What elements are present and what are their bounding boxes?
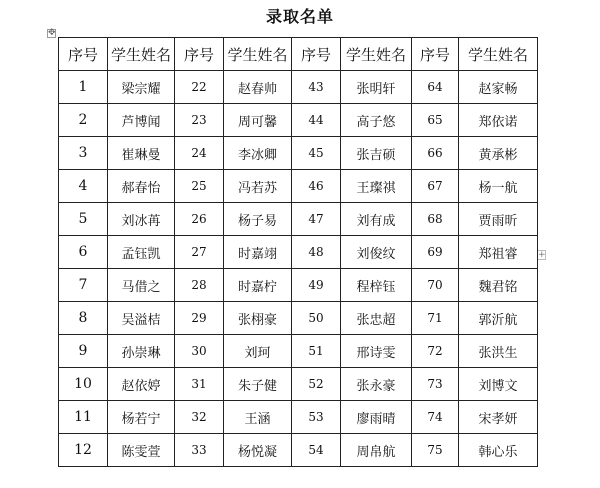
serial-number-cell: 65 [412,104,459,137]
serial-number-cell: 64 [412,71,459,104]
student-name-cell: 杨一航 [459,170,538,203]
serial-number-cell: 71 [412,302,459,335]
serial-number-cell: 25 [175,170,224,203]
serial-number-cell: 9 [59,335,108,368]
serial-number-cell: 70 [412,269,459,302]
table-row [59,401,538,434]
serial-number-cell: 68 [412,203,459,236]
student-name-cell: 廖雨晴 [341,401,412,434]
serial-number-cell: 3 [59,137,108,170]
serial-number-cell: 32 [175,401,224,434]
serial-number-cell: 1 [59,71,108,104]
header-cell: 学生姓名 [341,38,412,71]
student-name-cell: 贾雨昕 [459,203,538,236]
serial-number-cell: 44 [292,104,341,137]
serial-number-cell: 75 [412,434,459,467]
student-name-cell: 杨子易 [224,203,292,236]
header-cell: 学生姓名 [459,38,538,71]
table-row [59,170,538,203]
student-name-cell: 张忠超 [341,302,412,335]
serial-number-cell: 24 [175,137,224,170]
serial-number-cell: 72 [412,335,459,368]
table-row [59,368,538,401]
serial-number-cell: 31 [175,368,224,401]
student-name-cell: 高子悠 [341,104,412,137]
student-name-cell: 崔琳曼 [108,137,175,170]
serial-number-cell: 52 [292,368,341,401]
student-name-cell: 王涵 [224,401,292,434]
student-name-cell: 时嘉柠 [224,269,292,302]
student-name-cell: 杨悦凝 [224,434,292,467]
serial-number-cell: 29 [175,302,224,335]
serial-number-cell: 45 [292,137,341,170]
student-name-cell: 冯若苏 [224,170,292,203]
serial-number-cell: 73 [412,368,459,401]
student-name-cell: 刘博文 [459,368,538,401]
serial-number-cell: 66 [412,137,459,170]
table-row [59,71,538,104]
serial-number-cell: 74 [412,401,459,434]
header-cell: 序号 [175,38,224,71]
student-name-cell: 陈雯萱 [108,434,175,467]
student-name-cell: 孙崇琳 [108,335,175,368]
header-cell: 序号 [59,38,108,71]
header-row [59,38,538,71]
student-name-cell: 赵春帅 [224,71,292,104]
table-row [59,236,538,269]
table-move-handle-icon[interactable]: ✥ [48,28,56,38]
table-row [59,137,538,170]
add-column-handle-icon[interactable]: + [538,250,546,260]
admission-table [58,37,538,467]
student-name-cell: 郑祖睿 [459,236,538,269]
header-cell: 学生姓名 [108,38,175,71]
student-name-cell: 芦博闻 [108,104,175,137]
table-row [59,203,538,236]
serial-number-cell: 8 [59,302,108,335]
serial-number-cell: 11 [59,401,108,434]
table-row [59,434,538,467]
serial-number-cell: 23 [175,104,224,137]
serial-number-cell: 33 [175,434,224,467]
serial-number-cell: 30 [175,335,224,368]
student-name-cell: 程梓钰 [341,269,412,302]
student-name-cell: 刘珂 [224,335,292,368]
student-name-cell: 时嘉翊 [224,236,292,269]
student-name-cell: 郑依诺 [459,104,538,137]
student-name-cell: 刘俊纹 [341,236,412,269]
serial-number-cell: 51 [292,335,341,368]
student-name-cell: 邢诗雯 [341,335,412,368]
serial-number-cell: 46 [292,170,341,203]
student-name-cell: 梁宗耀 [108,71,175,104]
student-name-cell: 王璨祺 [341,170,412,203]
student-name-cell: 刘有成 [341,203,412,236]
header-cell: 序号 [412,38,459,71]
student-name-cell: 张吉硕 [341,137,412,170]
student-name-cell: 赵家畅 [459,71,538,104]
serial-number-cell: 2 [59,104,108,137]
student-name-cell: 张明轩 [341,71,412,104]
serial-number-cell: 47 [292,203,341,236]
student-name-cell: 周可馨 [224,104,292,137]
student-name-cell: 李冰卿 [224,137,292,170]
serial-number-cell: 12 [59,434,108,467]
serial-number-cell: 69 [412,236,459,269]
serial-number-cell: 6 [59,236,108,269]
student-name-cell: 张栩豪 [224,302,292,335]
student-name-cell: 孟钰凯 [108,236,175,269]
document-title: 录取名单 [265,7,334,26]
serial-number-cell: 10 [59,368,108,401]
student-name-cell: 张洪生 [459,335,538,368]
serial-number-cell: 48 [292,236,341,269]
serial-number-cell: 43 [292,71,341,104]
student-name-cell: 马借之 [108,269,175,302]
serial-number-cell: 4 [59,170,108,203]
header-cell: 学生姓名 [224,38,292,71]
student-name-cell: 韩心乐 [459,434,538,467]
table-row [59,104,538,137]
serial-number-cell: 7 [59,269,108,302]
student-name-cell: 郝春怡 [108,170,175,203]
table-row [59,269,538,302]
serial-number-cell: 27 [175,236,224,269]
student-name-cell: 杨若宁 [108,401,175,434]
student-name-cell: 赵依婷 [108,368,175,401]
serial-number-cell: 67 [412,170,459,203]
student-name-cell: 张永豪 [341,368,412,401]
student-name-cell: 刘冰苒 [108,203,175,236]
table-row [59,302,538,335]
student-name-cell: 吴溢桔 [108,302,175,335]
header-cell: 序号 [292,38,341,71]
student-name-cell: 郭沂航 [459,302,538,335]
serial-number-cell: 50 [292,302,341,335]
table-row [59,335,538,368]
serial-number-cell: 22 [175,71,224,104]
student-name-cell: 宋孝妍 [459,401,538,434]
student-name-cell: 魏君铭 [459,269,538,302]
serial-number-cell: 28 [175,269,224,302]
student-name-cell: 朱子健 [224,368,292,401]
serial-number-cell: 53 [292,401,341,434]
serial-number-cell: 54 [292,434,341,467]
student-name-cell: 周帛航 [341,434,412,467]
serial-number-cell: 26 [175,203,224,236]
student-name-cell: 黄承彬 [459,137,538,170]
serial-number-cell: 49 [292,269,341,302]
serial-number-cell: 5 [59,203,108,236]
